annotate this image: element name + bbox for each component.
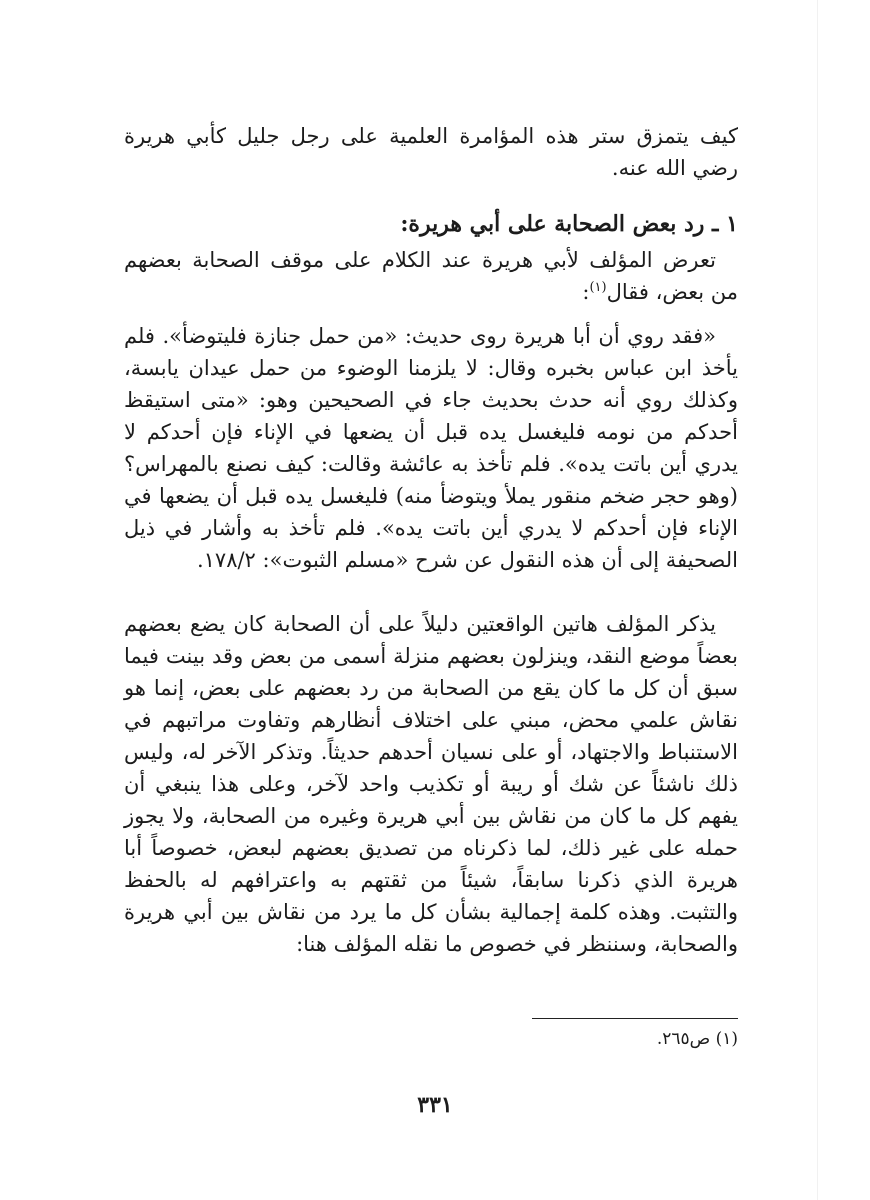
quote-paragraph: «فقد روي أن أبا هريرة روى حديث: «من حمل جنازة فليتوضأ». فلم يأخذ ابن عباس بخبره وقال: لا يلزمنا الوضوء من حمل عيدان يابسة، وكذلك روي أنه حدث بحديث جاء في الصحيحين وهو: «متى استيقظ أحدكم من نومه فليغسل يده قبل أن يضعها في الإناء فإن أحدكم لا يدري أين باتت يده». فلم تأخذ به عائشة وقالت: كيف نصنع بالمهراس؟ (وهو حجر ضخم منقور يملأ ويتوضأ منه) فليغسل يده قبل أن يضعها في الإناء فإن أحدكم لا يدري أين باتت يده». فلم تأخذ به وأشار في ذيل الصحيفة إلى أن هذه النقول عن شرح «مسلم الثبوت»: ١٧٨/٢. <box>124 324 738 572</box>
footnote-marker: (١) <box>589 280 607 295</box>
page-number: ٣٣١ <box>417 1092 453 1118</box>
analysis-paragraph: يذكر المؤلف هاتين الواقعتين دليلاً على أن الصحابة كان يضع بعضهم بعضاً موضع النقد، وينزلون بعضهم منزلة أسمى من بعض وقد بينت فيما سبق أن كل ما كان يقع من الصحابة من رد بعضهم على بعض، إنما هو نقاش علمي محض، مبني على اختلاف أنظارهم وتفاوت مراتبهم في الاستنباط والاجتهاد، أو على نسيان أحدهم حديثاً. وتذكر الآخر له، وليس ذلك ناشئاً عن شك أو ريبة أو تكذيب واحد لآخر، وعلى هذا ينبغي أن يفهم كل ما كان من نقاش بين أبي هريرة وغيره من الصحابة، ولا يجوز حمله على غير ذلك، لما ذكرناه من تصديق بعضهم لبعض، خصوصاً أبا هريرة الذي ذكرنا سابقاً، شيئاً من ثقتهم به واعترافهم له بالحفظ والتثبت. وهذه كلمة إجمالية بشأن كل ما يرد من نقاش بين أبي هريرة والصحابة، وسننظر في خصوص ما نقله المؤلف هنا: <box>124 612 738 956</box>
footnote-separator <box>532 1018 738 1019</box>
paragraph-2 <box>124 244 738 308</box>
section-heading: ١ ـ رد بعض الصحابة على أبي هريرة: <box>400 211 738 237</box>
paragraph-2-end: : <box>582 280 590 304</box>
paragraph-2-text: تعرض المؤلف لأبي هريرة عند الكلام على موقف الصحابة بعضهم من بعض، فقال <box>124 248 738 304</box>
scan-edge-line <box>817 0 818 1200</box>
intro-paragraph: كيف يتمزق ستر هذه المؤامرة العلمية على رجل جليل كأبي هريرة رضي الله عنه. <box>124 124 738 180</box>
footnote: (١) ص٢٦٥. <box>656 1029 738 1049</box>
